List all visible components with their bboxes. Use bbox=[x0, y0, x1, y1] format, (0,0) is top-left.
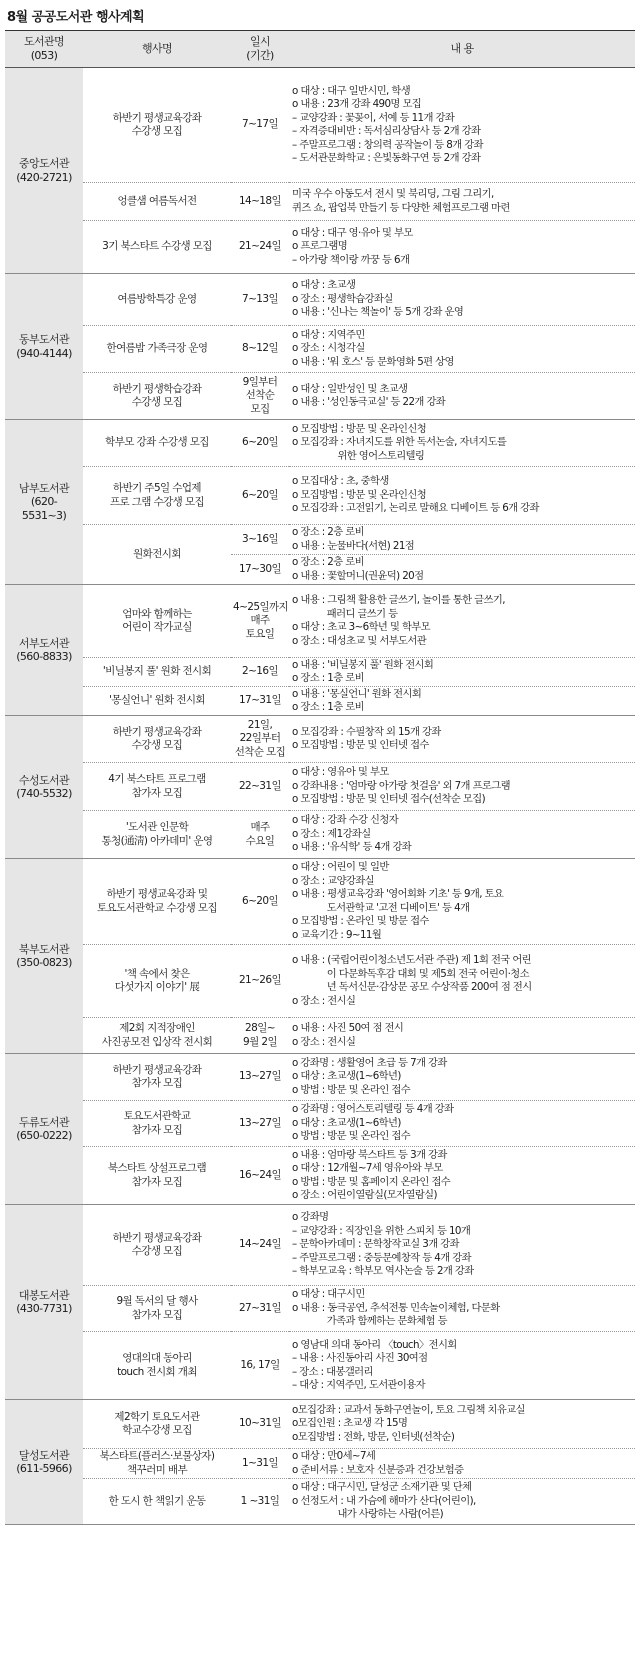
library-name-cell: 중앙도서관 (420-2721) bbox=[5, 68, 83, 274]
table-row bbox=[5, 687, 635, 716]
event-name-cell: '도서관 인문학 통청(通淸) 아카데미' 운영 bbox=[83, 811, 231, 859]
event-name-cell: 학부모 강좌 수강생 모집 bbox=[83, 420, 231, 467]
event-content-cell: o 내용 : 엄마랑 북스타트 등 3개 강좌 o 대상 : 12개월~7세 영유아와 부모 o 방법 : 방문 및 홈페이지 온라인 접수 o 장소 : 어린이열람실(모자열람실) bbox=[289, 1147, 635, 1205]
event-content-cell: o 영남대 의대 동아리 〈touch〉전시회 – 내용 : 사진동아리 사진 30여점 – 장소 : 대봉갤러리 – 대상 : 지역주민, 도서관이용자 bbox=[289, 1332, 635, 1400]
table-row bbox=[5, 326, 635, 373]
table-row bbox=[5, 811, 635, 859]
table-row bbox=[5, 183, 635, 221]
event-date-cell: 21~26일 bbox=[231, 945, 289, 1018]
event-name-cell: 한 도시 한 책읽기 운동 bbox=[83, 1479, 231, 1525]
event-name-cell: '몽실언니' 원화 전시회 bbox=[83, 687, 231, 716]
event-name-cell: 원화전시회 bbox=[83, 525, 231, 585]
header-date: 일시 (기간) bbox=[231, 31, 289, 68]
table-row bbox=[5, 716, 635, 763]
event-date-cell: 9일부터 선착순 모집 bbox=[231, 373, 289, 420]
event-name-cell: 북스타트 상설프로그램 참가자 모집 bbox=[83, 1147, 231, 1205]
event-name-cell: 제2학기 토요도서관 학교수강생 모집 bbox=[83, 1400, 231, 1449]
table-row bbox=[5, 373, 635, 420]
event-name-cell: 엉클샘 여름독서전 bbox=[83, 183, 231, 221]
event-content-cell: o 대상 : 어린이 및 일반 o 장소 : 교양강좌실 o 내용 : 평생교육강좌 '영어회화 기초' 등 9개, 토요 도서관학교 '고전 디베이트' 등 4개 o 모집방법 : 온라인 및 방문 접수 o 교육기간 : 9~11월 bbox=[289, 859, 635, 945]
event-name-cell: 9월 독서의 달 행사 참가자 모집 bbox=[83, 1286, 231, 1332]
table-row bbox=[5, 1479, 635, 1525]
event-date-cell: 17~31일 bbox=[231, 687, 289, 716]
event-date-cell: 3~16일 bbox=[231, 525, 289, 555]
event-content-cell: o 모집강좌 : 수필창작 외 15개 강좌 o 모집방법 : 방문 및 인터넷 접수 bbox=[289, 716, 635, 763]
event-date-cell: 8~12일 bbox=[231, 326, 289, 373]
event-content-cell: o 대상 : 일반성인 및 초교생 o 내용 : '성인동극교실' 등 22개 강좌 bbox=[289, 373, 635, 420]
event-date-cell: 28일~ 9월 2일 bbox=[231, 1018, 289, 1054]
event-name-cell: '비닐봉지 풀' 원화 전시회 bbox=[83, 658, 231, 687]
event-date-cell: 22~31일 bbox=[231, 763, 289, 811]
event-content-cell: o 내용 : 그림책 활용한 글쓰기, 놀이를 통한 글쓰기, 패러디 글쓰기 등 o 대상 : 초교 3~6학년 및 학부모 o 장소 : 대성초교 및 서부도서관 bbox=[289, 585, 635, 658]
table-row bbox=[5, 274, 635, 326]
event-date-cell: 1~31일 bbox=[231, 1449, 289, 1479]
header-content: 내 용 bbox=[289, 31, 635, 68]
event-date-cell: 7~17일 bbox=[231, 68, 289, 183]
table-row bbox=[5, 859, 635, 945]
event-content-cell: o 강좌명 : 생활영어 초급 등 7개 강좌 o 대상 : 초교생(1~6학년) o 방법 : 방문 및 온라인 접수 bbox=[289, 1054, 635, 1101]
table-row bbox=[5, 68, 635, 183]
event-name-cell: 영대의대 동아리 touch 전시회 개최 bbox=[83, 1332, 231, 1400]
event-name-cell: 여름방학특강 운영 bbox=[83, 274, 231, 326]
event-date-cell: 21일, 22일부터 선착순 모집 bbox=[231, 716, 289, 763]
table-row bbox=[5, 1332, 635, 1400]
table-row bbox=[5, 763, 635, 811]
event-content-cell: o 내용 : '비닐봉지 풀' 원화 전시회 o 장소 : 1층 로비 bbox=[289, 658, 635, 687]
event-name-cell: 제2회 지적장애인 사진공모전 입상작 전시회 bbox=[83, 1018, 231, 1054]
event-date-cell: 13~27일 bbox=[231, 1054, 289, 1101]
event-name-cell: 하반기 평생교육강좌 수강생 모집 bbox=[83, 1205, 231, 1286]
table-row bbox=[5, 1205, 635, 1286]
event-content-cell: o 내용 : (국립어린이청소년도서관 주관) 제 1회 전국 어린 이 다문화독후감 대회 및 제5회 전국 어린이·청소 년 독서신문·감상문 공모 수상작품 200여 점 전시 o 장소 : 전시실 bbox=[289, 945, 635, 1018]
event-content-cell: o 강좌명 – 교양강좌 : 직장인을 위한 스피치 등 10개 – 문학아카데미 : 문학창작교실 3개 강좌 – 주말프로그램 : 중등문예창작 등 4개 강좌 – 학부모교육 : 학부모 역사논술 등 2개 강좌 bbox=[289, 1205, 635, 1286]
table-row bbox=[5, 1286, 635, 1332]
event-content-cell: o 장소 : 2층 로비 o 내용 : 눈물바다(서현) 21점 bbox=[289, 525, 635, 555]
event-name-cell: 4기 북스타트 프로그램 참가자 모집 bbox=[83, 763, 231, 811]
event-content-cell: o 모집방법 : 방문 및 온라인신청 o 모집강좌 : 자녀지도를 위한 독서논술, 자녀지도를 위한 영어스토리텔링 bbox=[289, 420, 635, 467]
event-content-cell: o 대상 : 초교생 o 장소 : 평생학습강좌실 o 내용 : '신나는 책놀이' 등 5개 강좌 운영 bbox=[289, 274, 635, 326]
event-content-cell: o 대상 : 대구 영·유아 및 부모 o 프로그램명 – 아가랑 책이랑 까꿍 등 6개 bbox=[289, 221, 635, 274]
event-content-cell: o 대상 : 만0세~7세 o 준비서류 : 보호자 신분증과 건강보험증 bbox=[289, 1449, 635, 1479]
table-row bbox=[5, 1449, 635, 1479]
event-plan-table bbox=[5, 30, 635, 1525]
event-content-cell: o 대상 : 영유아 및 부모 o 강좌내용 : '엄마랑 아가랑 첫걸음' 외 7개 프로그램 o 모집방법 : 방문 및 인터넷 접수(선착순 모집) bbox=[289, 763, 635, 811]
event-date-cell: 4~25일까지 매주 토요일 bbox=[231, 585, 289, 658]
event-date-cell: 13~27일 bbox=[231, 1101, 289, 1147]
event-content-cell: o 대상 : 지역주민 o 장소 : 시청각실 o 내용 : '워 호스' 등 문화영화 5편 상영 bbox=[289, 326, 635, 373]
event-content-cell: o 대상 : 대구시민 o 내용 : 동극공연, 추석전통 민속놀이체험, 다문화 가족과 함께하는 문화체험 등 bbox=[289, 1286, 635, 1332]
event-name-cell: 하반기 평생교육강좌 수강생 모집 bbox=[83, 716, 231, 763]
event-date-cell: 6~20일 bbox=[231, 420, 289, 467]
library-name-cell: 서부도서관 (560-8833) bbox=[5, 585, 83, 716]
table-row bbox=[5, 525, 635, 555]
page-title: 8월 공공도서관 행사계획 bbox=[7, 10, 145, 25]
table-row bbox=[5, 945, 635, 1018]
table-row bbox=[5, 467, 635, 525]
event-content-cell: o 내용 : 사진 50여 점 전시 o 장소 : 전시실 bbox=[289, 1018, 635, 1054]
event-date-cell: 10~31일 bbox=[231, 1400, 289, 1449]
event-content-cell: o 대상 : 대구 일반시민, 학생 o 내용 : 23개 강좌 490명 모집 – 교양강좌 : 꽃꽂이, 서예 등 11개 강좌 – 자격증대비반 : 독서심리상담사 등 2개 강좌 – 주말프로그램 : 창의력 공작놀이 등 8개 강좌 – 도서관문화학교 : 은빛동화구연 등 2개 강좌 bbox=[289, 68, 635, 183]
event-date-cell: 16, 17일 bbox=[231, 1332, 289, 1400]
library-name-cell: 수성도서관 (740-5532) bbox=[5, 716, 83, 859]
event-name-cell: 엄마와 함께하는 어린이 작가교실 bbox=[83, 585, 231, 658]
event-name-cell: 3기 북스타트 수강생 모집 bbox=[83, 221, 231, 274]
library-name-cell: 남부도서관 (620- 5531~3) bbox=[5, 420, 83, 585]
table-row bbox=[5, 420, 635, 467]
library-name-cell: 동부도서관 (940-4144) bbox=[5, 274, 83, 420]
event-date-cell: 21~24일 bbox=[231, 221, 289, 274]
event-name-cell: 하반기 주5일 수업제 프로 그램 수강생 모집 bbox=[83, 467, 231, 525]
library-name-cell: 북부도서관 (350-0823) bbox=[5, 859, 83, 1054]
table-row bbox=[5, 585, 635, 658]
event-content-cell: o 강좌명 : 영어스토리텔링 등 4개 강좌 o 대상 : 초교생(1~6학년) o 방법 : 방문 및 온라인 접수 bbox=[289, 1101, 635, 1147]
event-date-cell: 14~24일 bbox=[231, 1205, 289, 1286]
event-content-cell: o 모집대상 : 초, 중학생 o 모집방법 : 방문 및 온라인신청 o 모집강좌 : 고전읽기, 논리로 말해요 디베이트 등 6개 강좌 bbox=[289, 467, 635, 525]
table-row bbox=[5, 1147, 635, 1205]
event-date-cell: 16~24일 bbox=[231, 1147, 289, 1205]
event-name-cell: 토요도서관학교 참가자 모집 bbox=[83, 1101, 231, 1147]
event-name-cell: 하반기 평생교육강좌 참가자 모집 bbox=[83, 1054, 231, 1101]
event-date-cell: 14~18일 bbox=[231, 183, 289, 221]
table-row bbox=[5, 1018, 635, 1054]
event-date-cell: 27~31일 bbox=[231, 1286, 289, 1332]
table-header-row bbox=[5, 31, 635, 68]
event-date-cell: 2~16일 bbox=[231, 658, 289, 687]
library-name-cell: 두류도서관 (650-0222) bbox=[5, 1054, 83, 1205]
event-name-cell: 하반기 평생학습강좌 수강생 모집 bbox=[83, 373, 231, 420]
event-content-cell: o 내용 : '몽실언니' 원화 전시회 o 장소 : 1층 로비 bbox=[289, 687, 635, 716]
header-event: 행사명 bbox=[83, 31, 231, 68]
event-name-cell: 하반기 평생교육강좌 및 토요도서관학교 수강생 모집 bbox=[83, 859, 231, 945]
event-content-cell: o 장소 : 2층 로비 o 내용 : 꽃할머니(권윤덕) 20점 bbox=[289, 555, 635, 585]
table-row bbox=[5, 1400, 635, 1449]
event-date-cell: 1 ~31일 bbox=[231, 1479, 289, 1525]
table-row bbox=[5, 1054, 635, 1101]
table-row bbox=[5, 1101, 635, 1147]
event-date-cell: 17~30일 bbox=[231, 555, 289, 585]
event-content-cell: o 대상 : 대구시민, 달성군 소재기관 및 단체 o 선정도서 : 내 가슴에 해마가 산다(어린이), 내가 사랑하는 사람(어른) bbox=[289, 1479, 635, 1525]
event-content-cell: o 대상 : 강좌 수강 신청자 o 장소 : 제1강좌실 o 내용 : '유식학' 등 4개 강좌 bbox=[289, 811, 635, 859]
event-name-cell: 북스타트(플러스·보물상자) 책꾸러미 배부 bbox=[83, 1449, 231, 1479]
table-row bbox=[5, 221, 635, 274]
event-content-cell: 미국 우수 아동도서 전시 및 북리딩, 그림 그리기, 퀴즈 쇼, 팝업북 만들기 등 다양한 체험프로그램 마련 bbox=[289, 183, 635, 221]
event-date-cell: 7~13일 bbox=[231, 274, 289, 326]
event-content-cell: o모집강좌 : 교과서 동화구연놀이, 토요 그림책 치유교실 o모집인원 : 초교생 각 15명 o모집방법 : 전화, 방문, 인터넷(선착순) bbox=[289, 1400, 635, 1449]
event-name-cell: 하반기 평생교육강좌 수강생 모집 bbox=[83, 68, 231, 183]
library-name-cell: 달성도서관 (611-5966) bbox=[5, 1400, 83, 1525]
event-date-cell: 6~20일 bbox=[231, 859, 289, 945]
event-date-cell: 6~20일 bbox=[231, 467, 289, 525]
library-name-cell: 대봉도서관 (430-7731) bbox=[5, 1205, 83, 1400]
event-date-cell: 매주 수요일 bbox=[231, 811, 289, 859]
table-row bbox=[5, 658, 635, 687]
header-library: 도서관명 (053) bbox=[5, 31, 83, 68]
event-name-cell: 한여름밤 가족극장 운영 bbox=[83, 326, 231, 373]
event-name-cell: '책 속에서 찾은 다섯가지 이야기' 展 bbox=[83, 945, 231, 1018]
